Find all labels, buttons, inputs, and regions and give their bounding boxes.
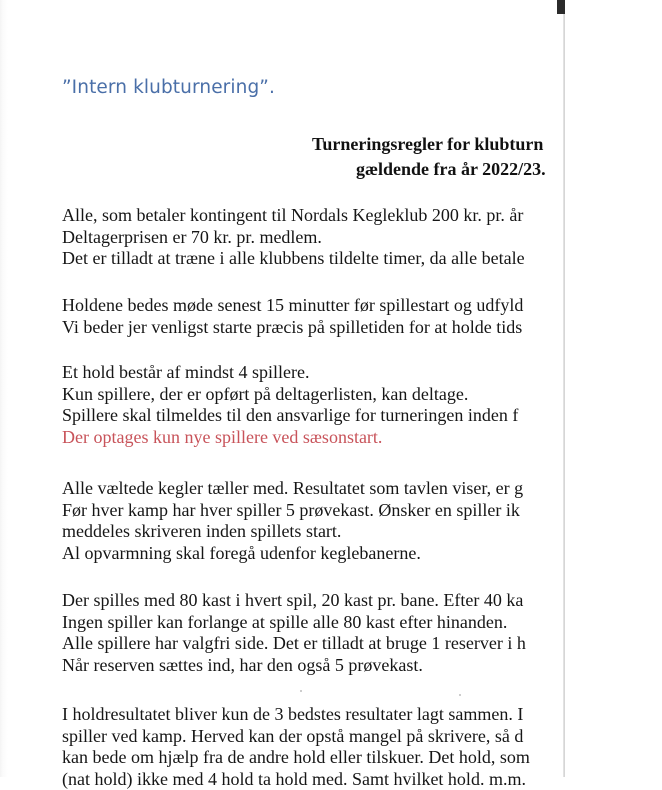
- text-line: Alle væltede kegler tæller med. Resultatet som tavlen viser, er g: [62, 478, 524, 498]
- text-line: Spillere skal tilmeldes til den ansvarlige for turneringen inden f: [62, 405, 519, 426]
- text-line: Vi beder jer venligst starte præcis på spilletiden for at holde tids: [62, 316, 523, 337]
- text-line: meddeles skriveren inden spillets start.: [62, 521, 342, 542]
- highlighted-text-line: Der optages kun nye spillere ved sæsonstart.: [62, 426, 383, 447]
- paragraph-team-results: [62, 704, 662, 790]
- scanner-edge-shadow: [557, 0, 565, 14]
- text-line: Et hold består af mindst 4 spillere.: [62, 362, 310, 382]
- text-line: Før hver kamp har hver spiller 5 prøvekast. Ønsker en spiller ik: [62, 499, 520, 520]
- text-line: kan bede om hjælp fra de andre hold eller tilskuer. Det hold, som: [62, 747, 530, 768]
- paragraph-throws-rules: [62, 590, 662, 676]
- scan-speck: [459, 694, 461, 696]
- text-line: (nat hold) ikke med 4 hold ta hold med. Samt hvilket hold. m.m.: [62, 768, 526, 789]
- paragraph-scoring-rules: [62, 478, 662, 564]
- text-line: Holdene bedes møde senest 15 minutter før spillestart og udfyld: [62, 295, 524, 315]
- text-line: Al opvarmning skal foregå udenfor keglebanerne.: [62, 542, 421, 563]
- text-line: Alle spillere har valgfri side. Det er tilladt at bruge 1 reserver i h: [62, 633, 526, 654]
- title-line-2: gældende fra år 2022/23.: [356, 159, 546, 179]
- text-line: Når reserven sættes ind, har den også 5 prøvekast.: [62, 654, 423, 675]
- text-line: spiller ved kamp. Herved kan der opstå mangel på skrivere, så d: [62, 725, 524, 746]
- document-heading: ”Intern klubturnering”.: [62, 77, 275, 98]
- text-line: Ingen spiller kan forlange at spille alle 80 kast efter hinanden.: [62, 611, 508, 632]
- text-line: Kun spillere, der er opført på deltagerlisten, kan deltage.: [62, 383, 469, 404]
- text-line: Deltagerprisen er 70 kr. pr. medlem.: [62, 226, 322, 247]
- paragraph-team-composition: [62, 362, 662, 448]
- title-line-1: Turneringsregler for klubturn: [312, 134, 544, 154]
- text-line: Det er tilladt at træne i alle klubbens tildelte timer, da alle betale: [62, 248, 525, 269]
- scan-speck: [300, 690, 302, 692]
- text-line: Der spilles med 80 kast i hvert spil, 20 kast pr. bane. Efter 40 ka: [62, 590, 524, 610]
- text-line: I holdresultatet bliver kun de 3 bedstes resultater lagt sammen. I: [62, 704, 524, 724]
- paragraph-membership: [62, 205, 662, 270]
- text-line: Alle, som betaler kontingent til Nordals Kegleklub 200 kr. pr. år: [62, 205, 524, 225]
- paragraph-meeting-time: [62, 295, 662, 338]
